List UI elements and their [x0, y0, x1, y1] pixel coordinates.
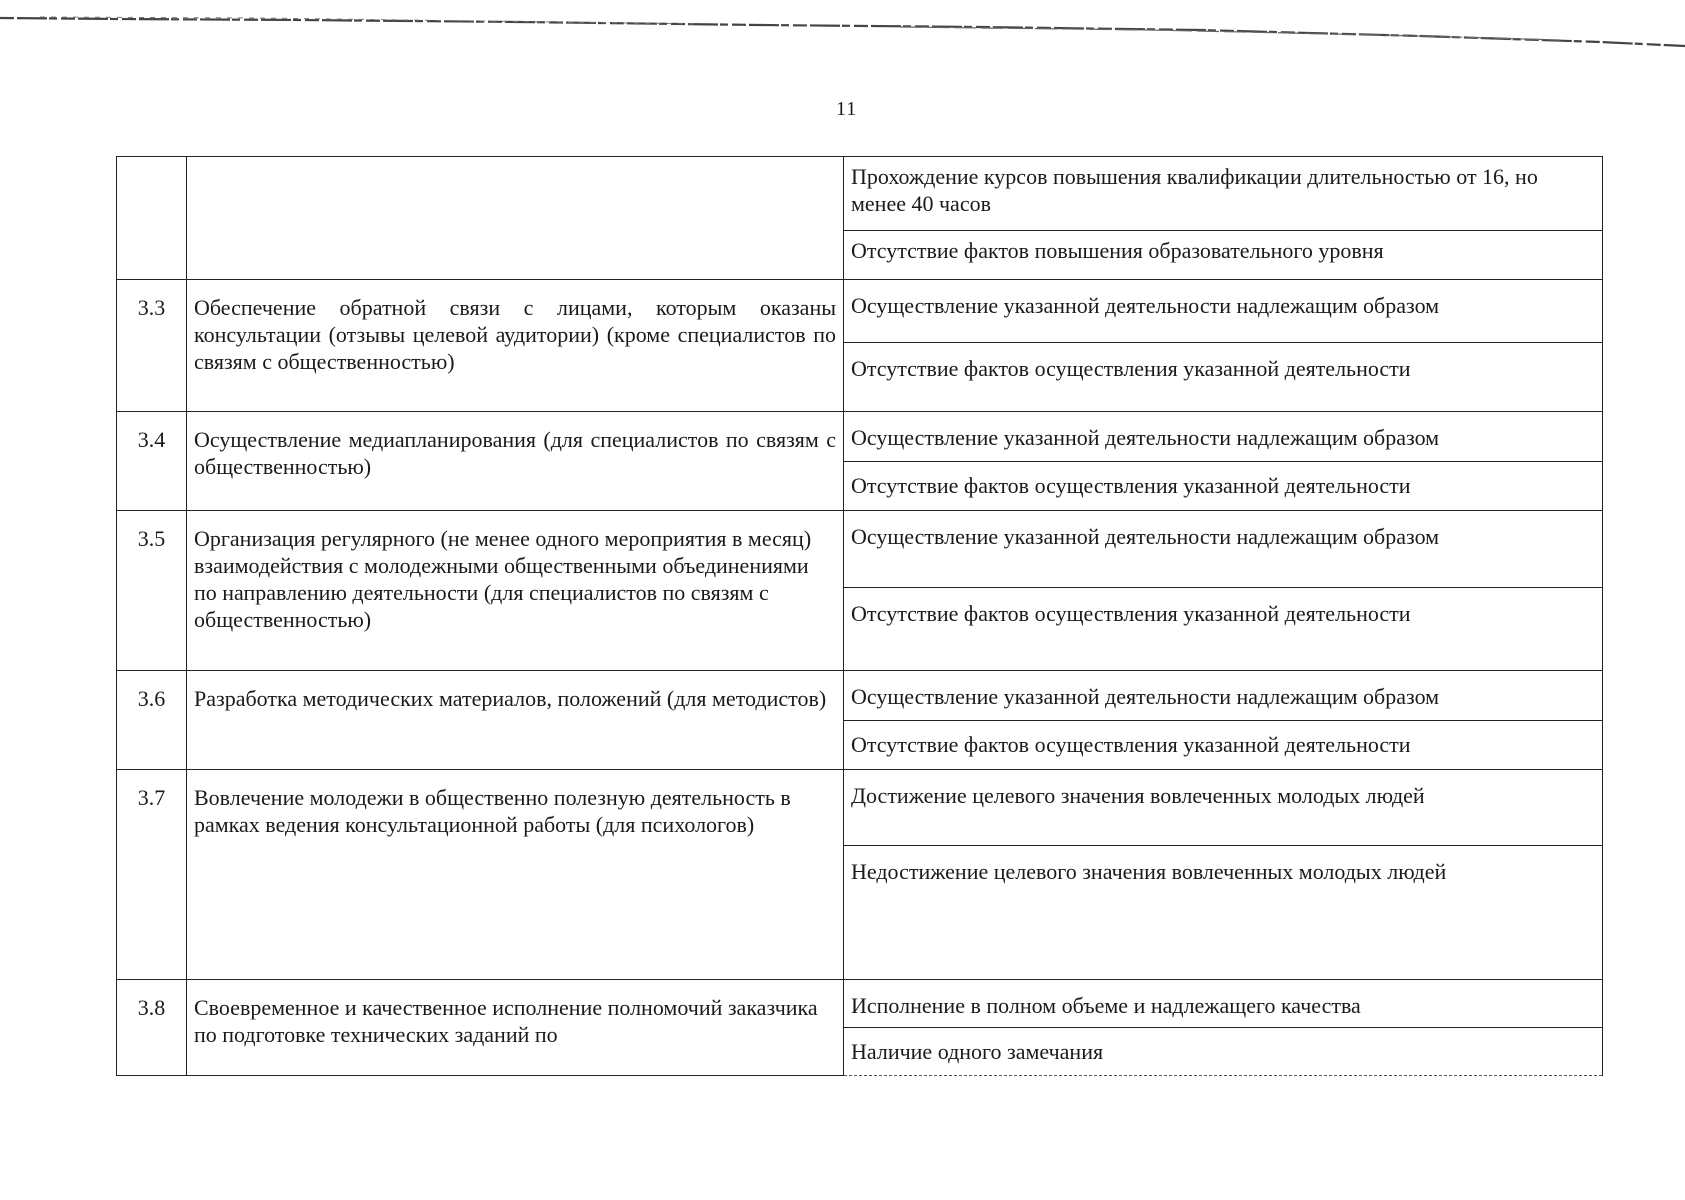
- criterion-cell: Отсутствие фактов осуществления указанной деятельности: [844, 343, 1603, 412]
- item-number: 3.3: [117, 280, 187, 412]
- table-row: [117, 511, 1603, 588]
- table-row: [117, 157, 1603, 231]
- criterion-cell: Прохождение курсов повышения квалификации длительностью от 16, но менее 40 часов: [844, 157, 1603, 231]
- criterion-cell: Отсутствие фактов осуществления указанной деятельности: [844, 462, 1603, 511]
- table-row: [117, 412, 1603, 462]
- item-number: 3.6: [117, 671, 187, 770]
- criteria-table: [116, 156, 1603, 1076]
- item-description: Вовлечение молодежи в общественно полезную деятельность в рамках ведения консультационной работы (для психологов): [187, 770, 844, 980]
- item-description: Осуществление медиапланирования (для специалистов по связям с общественностью): [187, 412, 844, 511]
- criterion-cell: Отсутствие фактов осуществления указанной деятельности: [844, 721, 1603, 770]
- criterion-cell: Наличие одного замечания: [844, 1028, 1603, 1076]
- item-description: Своевременное и качественное исполнение полномочий заказчика по подготовке технических заданий по: [187, 980, 844, 1076]
- item-number: 3.7: [117, 770, 187, 980]
- item-number: [117, 157, 187, 280]
- item-description: Разработка методических материалов, положений (для методистов): [187, 671, 844, 770]
- criterion-cell: Осуществление указанной деятельности надлежащим образом: [844, 511, 1603, 588]
- table-row: [117, 980, 1603, 1028]
- item-description: [187, 157, 844, 280]
- item-description: Обеспечение обратной связи с лицами, которым оказаны консультации (отзывы целевой аудитории) (кроме специалистов по связям с общественностью): [187, 280, 844, 412]
- criterion-cell: Отсутствие фактов повышения образовательного уровня: [844, 231, 1603, 280]
- scan-edge-artifact: [0, 0, 1685, 60]
- table-row: [117, 671, 1603, 721]
- criterion-cell: Осуществление указанной деятельности надлежащим образом: [844, 412, 1603, 462]
- table-row: [117, 280, 1603, 343]
- criterion-cell: Отсутствие фактов осуществления указанной деятельности: [844, 588, 1603, 671]
- item-number: 3.5: [117, 511, 187, 671]
- criterion-cell: Недостижение целевого значения вовлеченных молодых людей: [844, 846, 1603, 980]
- item-number: 3.4: [117, 412, 187, 511]
- table-row: [117, 770, 1603, 846]
- item-number: 3.8: [117, 980, 187, 1076]
- criterion-cell: Осуществление указанной деятельности надлежащим образом: [844, 671, 1603, 721]
- criterion-cell: Достижение целевого значения вовлеченных молодых людей: [844, 770, 1603, 846]
- criterion-cell: Осуществление указанной деятельности надлежащим образом: [844, 280, 1603, 343]
- page-number: 11: [836, 98, 858, 120]
- item-description: Организация регулярного (не менее одного мероприятия в месяц) взаимодействия с молодежными общественными объединениями по направлению деятельности (для специалистов по связям с общественностью): [187, 511, 844, 671]
- criterion-cell: Исполнение в полном объеме и надлежащего качества: [844, 980, 1603, 1028]
